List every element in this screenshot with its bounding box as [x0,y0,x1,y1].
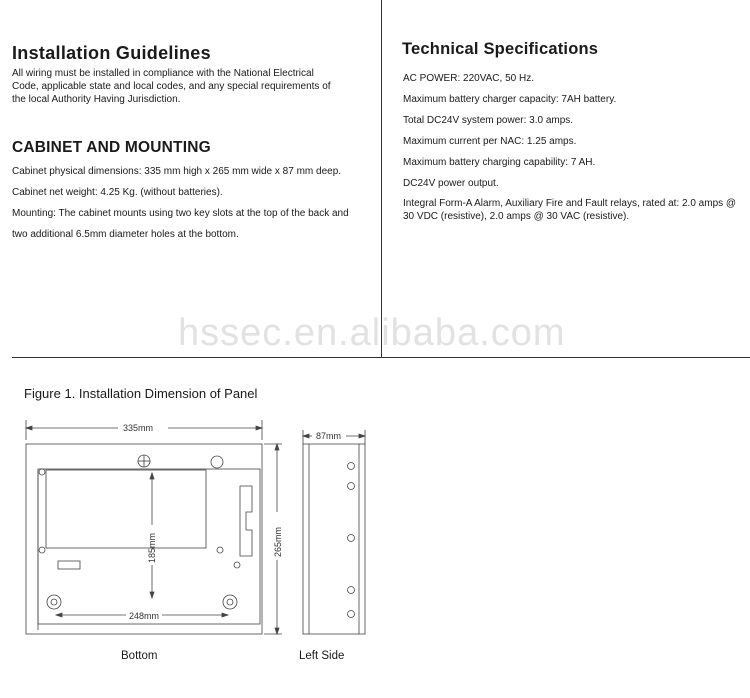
screw-hole [217,547,223,553]
installation-line: Code, applicable state and local codes, and any special requirements of [12,81,331,92]
arrow-head [359,434,365,438]
knockout-hole [348,463,355,470]
arrow-head [150,473,154,479]
cabinet-line: Cabinet net weight: 4.25 Kg. (without batteries). [12,187,223,198]
installation-line: All wiring must be installed in compliance with the National Electrical [12,68,314,79]
arrow-head [56,613,62,617]
spec-line: DC24V power output. [403,178,499,189]
label-left-side-view: Left Side [299,650,345,662]
installation-title: Installation Guidelines [12,43,211,63]
arrow-head [256,426,262,430]
watermark: hssec.en.alibaba.com [178,312,566,354]
arrow-head [222,613,228,617]
screw-hole [234,562,240,568]
mounting-hole [47,595,61,609]
cabinet-line: two additional 6.5mm diameter holes at the bottom. [12,229,239,240]
screw-hole [39,547,45,553]
knockout-hole [211,456,223,468]
cabinet-title: CABINET AND MOUNTING [12,139,211,156]
installation-line: the local Authority Having Jurisdiction. [12,94,181,105]
dim-label-depth: 87mm [316,431,342,441]
cabinet-outline-front [26,444,262,634]
arrow-head [26,426,32,430]
mounting-hole [223,595,237,609]
spec-line: Maximum current per NAC: 1.25 amps. [403,136,577,147]
knockout-hole [348,483,355,490]
knockout-hole [348,535,355,542]
knockout-hole [348,587,355,594]
dim-label-inner-height: 185mm [147,532,157,563]
spec-line: Maximum battery charger capacity: 7AH battery. [403,94,617,105]
spec-line: Maximum battery charging capability: 7 AH. [403,157,596,168]
spec-line: Integral Form-A Alarm, Auxiliary Fire and Fault relays, rated at: 2.0 amps @ [403,198,737,209]
arrow-head [275,628,279,634]
terminal-block [58,561,80,569]
spec-line: 30 VDC (resistive), 2.0 amps @ 30 VAC (resistive). [403,211,630,222]
cabinet-outline-side [303,444,365,634]
knockout-hole [348,611,355,618]
spec-line: Total DC24V system power: 3.0 amps. [403,115,574,126]
circuit-board-outline [46,470,206,548]
spec-line: AC POWER: 220VAC, 50 Hz. [403,73,534,84]
arrow-head [275,444,279,450]
dim-label-width: 335mm [123,423,154,433]
arrow-head [150,592,154,598]
arrow-head [303,434,309,438]
mounting-bracket [240,486,252,556]
dim-label-height: 265mm [273,526,283,557]
label-bottom-view: Bottom [121,650,158,662]
figure-title: Figure 1. Installation Dimension of Panel [24,386,258,401]
cabinet-line: Cabinet physical dimensions: 335 mm high x 265 mm wide x 87 mm deep. [12,166,342,177]
specs-title: Technical Specifications [402,40,599,58]
dim-label-inner-width: 248mm [129,611,160,621]
screw-hole [39,469,45,475]
cabinet-line: Mounting: The cabinet mounts using two key slots at the top of the back and [12,208,349,219]
